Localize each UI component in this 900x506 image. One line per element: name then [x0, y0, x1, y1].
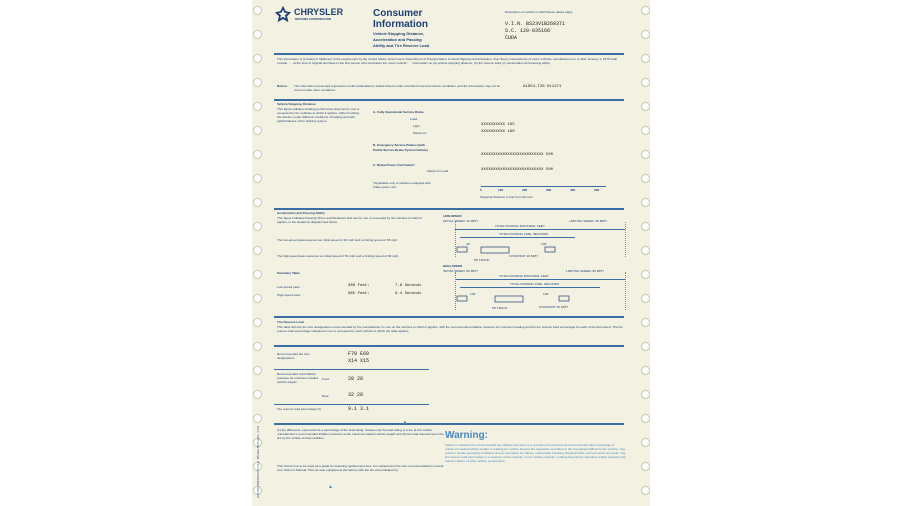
high-passing-car-end — [559, 296, 569, 301]
high-truck — [495, 296, 523, 302]
emergency-brake-label-2: Partial Service Brake System Failure) — [373, 148, 428, 152]
intro-text: This information is provided in fulfillment of the requirement by the United States Government, Department of Transportation, Federal Highway Administration, that "Every manufacturer of motor vehicles manufactured on or after January 1, 1970 shall provide . . . at the time of original purchase to the first person who purchases the motor vehicle". . . information on (a) vehicle stopping distance; (b) the reserve load; (c) acceleration and passing ability. — [277, 57, 617, 65]
scale-caption: Stopping Distance in feet from 60 mph — [480, 195, 533, 199]
tire-table-bottom-rule — [274, 423, 624, 425]
perforation-hole — [253, 6, 262, 15]
tire-sizes-row-1: F70 E60 — [348, 351, 370, 357]
maximum-load-bar: XXXXXXXXXX 190 — [481, 130, 515, 134]
stopping-heading: Vehicle Stopping Distance — [277, 102, 316, 106]
light-load-label: Light — [413, 124, 420, 128]
acceleration-rule — [274, 316, 624, 318]
perforation-hole — [253, 78, 262, 87]
tire-table-top-rule — [274, 345, 624, 347]
stopping-rule — [274, 208, 624, 210]
acceleration-text-1: This figure indicates Passing Times and Distances that can be met or exceeded by the vehicles to which it applies, in the situations diagrammed below. — [277, 216, 422, 224]
perforation-hole — [641, 150, 650, 159]
perforation-hole — [641, 366, 650, 375]
notice-text: The information presented represents results obtainable by skilled drivers under controlled road and vehicle conditions, and the information may not be correct under other conditions. — [294, 84, 501, 92]
side-print-code: (3-8-68) PRINTED IN U.S.A. BS-102-5071 (Rev. 4-72) — [256, 425, 260, 498]
scale-tick-100: 100 — [498, 188, 504, 192]
rear-pressure-values: 32 28 — [348, 392, 364, 398]
perforation-hole — [641, 6, 650, 15]
high-passing-car-start — [457, 296, 467, 301]
low-time-label: TOTAL PASSING TIME, SECONDS — [499, 232, 549, 236]
perforation-hole — [253, 366, 262, 375]
vehicle-description-label: Description of vehicle to which these tables apply — [505, 10, 573, 14]
perforation-hole — [253, 270, 262, 279]
consumer-information-sheet — [252, 0, 650, 506]
emergency-brake-bar: XXXXXXXXXXXXXXXXXXXXXXXXXX 500 — [481, 153, 554, 157]
high-speed-seconds: 9.4 Seconds — [395, 292, 422, 296]
perforation-hole — [641, 342, 650, 351]
light-load-bar: XXXXXXXXXX 195 — [481, 123, 515, 127]
brand-name: CHRYSLER — [294, 7, 344, 17]
high-constant-label: CONSTANT 50 MPH — [539, 305, 568, 309]
low-constant-label: CONSTANT 20 MPH — [509, 254, 538, 258]
brand-subtitle: MOTORS CORPORATION — [295, 17, 332, 21]
perforation-hole — [641, 414, 650, 423]
brake-power-bar: XXXXXXXXXXXXXXXXXXXXXXXXXX 500 — [481, 168, 554, 172]
perforation-hole — [253, 102, 262, 111]
scale-tick-500: 500 — [594, 188, 600, 192]
model-value: CUDA — [505, 35, 518, 41]
perforation-hole — [253, 246, 262, 255]
high-truck-label: 55' TRUCK — [492, 306, 508, 310]
rear-label: Rear — [322, 394, 329, 398]
high-gap-2: 100' — [543, 292, 549, 296]
low-truck-label: 55' TRUCK — [474, 258, 490, 262]
intro-rule — [274, 99, 624, 101]
low-gap-2: 100' — [541, 242, 547, 246]
perforation-hole — [641, 270, 650, 279]
scale-tick-200: 200 — [522, 188, 528, 192]
acceleration-heading: Acceleration and Passing Ability — [277, 211, 325, 215]
marker-triangle-icon: ▲ — [402, 420, 408, 426]
perforation-hole — [253, 318, 262, 327]
perforation-hole — [253, 54, 262, 63]
service-brake-label: A. Fully Operational Service Brake — [373, 110, 424, 114]
perforation-hole — [641, 438, 650, 447]
perforation-hole — [641, 462, 650, 471]
low-truck — [481, 247, 509, 253]
inflation-pressure-label: Recommended cold inflation pressure for maximum loaded vehicle weight — [277, 372, 318, 384]
low-end-marker — [625, 222, 626, 257]
vin-value: V.I.N. BS23V1B268371 — [505, 21, 566, 27]
reserve-percentage-values: 9.1 3.1 — [348, 406, 370, 412]
perforation-hole — [641, 174, 650, 183]
perforation-hole — [253, 126, 262, 135]
high-speed-feet: 965 Feet; — [348, 292, 370, 296]
tire-table-rule-1 — [274, 369, 429, 370]
low-passing-car-end — [545, 247, 555, 252]
high-initial-speed: INITIAL SPEED: 50 MPH — [443, 269, 478, 273]
warning-title: Warning: — [445, 430, 488, 441]
right-perforation-strip — [640, 0, 650, 506]
low-gap-1: 40' — [466, 242, 471, 246]
brake-power-unit-label: C. Brake Power Unit Failure* — [373, 163, 415, 167]
high-time-label: TOTAL PASSING TIME, SECONDS — [510, 282, 560, 286]
perforation-hole — [253, 390, 262, 399]
page-subtitle-line-1: Vehicle Stopping Distance, — [373, 31, 425, 36]
replacement-tires-note: This chart is not to be used as a guide for selecting replacement tires. For replacement tire size recommendations consult your Owner's Manual. This car was equipped at the factory with the tire size indicated by — [277, 464, 444, 472]
scale-tick-400: 400 — [570, 188, 576, 192]
perforation-hole — [641, 390, 650, 399]
low-passing-car-start — [457, 247, 467, 252]
maximum-load-label: Maximum — [413, 131, 427, 135]
low-distance-line — [455, 229, 625, 230]
tire-size-indicator-icon: ▲ — [328, 484, 333, 490]
tire-reserve-text: This table lists the tire size designations recommended by the manufacturer for use on the vehicles to which it applies, with the recommended inflation pressure for maximum loading and the tire reserve load percentage for each of the tires listed. The tire reserve load percentage indicated is met or exceeded by each vehicle to which the table applies. — [277, 325, 623, 333]
emergency-brake-label: B. Emergency Service Brakes (with — [373, 143, 425, 147]
perforation-hole — [641, 102, 650, 111]
tire-table-rule-2 — [274, 404, 429, 405]
perforation-hole — [253, 198, 262, 207]
perforation-hole — [253, 174, 262, 183]
page-title-line-1: Consumer — [373, 8, 423, 19]
header-rule — [274, 53, 624, 55]
perforation-hole — [641, 198, 650, 207]
stopping-scale-axis — [481, 186, 606, 187]
perforation-hole — [641, 126, 650, 135]
perforation-hole — [253, 150, 262, 159]
perforation-hole — [641, 222, 650, 231]
warning-text: Failure to maintain the recommended tire inflation pressure or to increase the pressure as recommended when operating at maximum loaded vehicle weight or loading the vehicle beyond the capacities specified on the tire placard affixed to the vehicle, may result in unsafe operating conditions due to premature tire failure, unfavorable handling characteristics, and excessive tire wear. The tire reserve load percentage is a measure of the capacity, not of vehicle capacity. Loading beyond the specified vehicle capacity may result in failure of other vehicle components. — [445, 443, 626, 463]
form-code: A1954-T26 011271 — [523, 85, 562, 89]
high-limiting-speed: LIMITING SPEED: 80 MPH — [566, 269, 604, 273]
low-speed-feet: 380 Feet; — [348, 284, 370, 288]
front-pressure-values: 28 28 — [348, 376, 364, 382]
scale-tick-300: 300 — [546, 188, 552, 192]
pentastar-logo-icon — [274, 5, 292, 23]
brake-footnote: *Applicable only to vehicles equipped with brake power unit. — [373, 181, 431, 189]
page-title-line-2: Information — [373, 19, 428, 30]
high-speed-diagram-title: HIGH-SPEED — [443, 264, 463, 268]
tire-size-label: Recommended tire size designations — [277, 352, 310, 360]
page-subtitle-line-3: Ability and Tire Reserve Load — [373, 43, 430, 48]
reserve-percentage-label: Tire reserve load percentage (1) — [277, 407, 322, 411]
high-end-marker — [625, 272, 626, 310]
high-gap-1: 100' — [470, 292, 476, 296]
high-distance-line — [455, 279, 625, 280]
page-subtitle-line-2: Acceleration and Passing — [373, 37, 422, 42]
perforation-hole — [253, 342, 262, 351]
low-time-line — [460, 237, 575, 238]
high-time-line — [460, 287, 600, 288]
tire-footnote: (1) the difference, expressed as a percentage of the load rating, between (a) the load rating of a tire at the vehicle manufacturer's recommended inflation pressure at the maximum loaded vehicle weight and (b) the load imposed upon the tire by the vehicle at that condition. — [277, 428, 444, 440]
perforation-hole — [253, 222, 262, 231]
perforation-hole — [641, 78, 650, 87]
perforation-hole — [641, 30, 650, 39]
perforation-hole — [253, 294, 262, 303]
brake-power-load-label: Maximum Load — [427, 169, 449, 173]
acceleration-text-2: The low-speed pass assumes an initial speed of 20 mph and a limiting speed of 35 mph. — [277, 238, 398, 242]
scale-tick-0: 0 — [480, 188, 482, 192]
front-label: Front — [322, 377, 330, 381]
perforation-hole — [641, 294, 650, 303]
low-speed-label: Low-speed pass . . . — [277, 285, 305, 289]
perforation-hole — [641, 486, 650, 495]
low-speed-seconds: 7.8 Seconds — [395, 284, 422, 288]
perforation-hole — [641, 318, 650, 327]
notice-label: Notice: — [277, 84, 288, 88]
perforation-hole — [253, 414, 262, 423]
acceleration-text-3: The high-speed pass assumes an initial speed of 50 mph and a limiting speed of 80 mph. — [277, 254, 400, 258]
tire-sizes-row-2: X14 X15 — [348, 358, 370, 364]
load-label: Load: — [410, 117, 418, 121]
high-speed-label: High-speed pass . . . — [277, 293, 306, 297]
stopping-text: This figure indicates braking performance that can be met or exceeded by the vehicles to which it applies, without locking the wheels, under different conditions of loading and with partial failures of the braking system. — [277, 107, 360, 123]
sales-code-value: S.C. 120-035166 — [505, 28, 551, 34]
perforation-hole — [253, 30, 262, 39]
perforation-hole — [641, 54, 650, 63]
tire-reserve-heading: Tire Reserve Load — [277, 320, 304, 324]
perforation-hole — [641, 246, 650, 255]
high-distance-label: TOTAL PASSING DISTANCE, FEET — [499, 274, 549, 278]
low-limiting-speed: LIMITING SPEED: 35 MPH — [569, 219, 607, 223]
low-speed-diagram-title: LOW-SPEED — [443, 214, 462, 218]
low-distance-label: TOTAL PASSING DISTANCE, FEET — [495, 224, 545, 228]
low-initial-speed: INITIAL SPEED: 20 MPH — [443, 219, 478, 223]
summary-table-heading: Summary Table — [277, 271, 300, 275]
